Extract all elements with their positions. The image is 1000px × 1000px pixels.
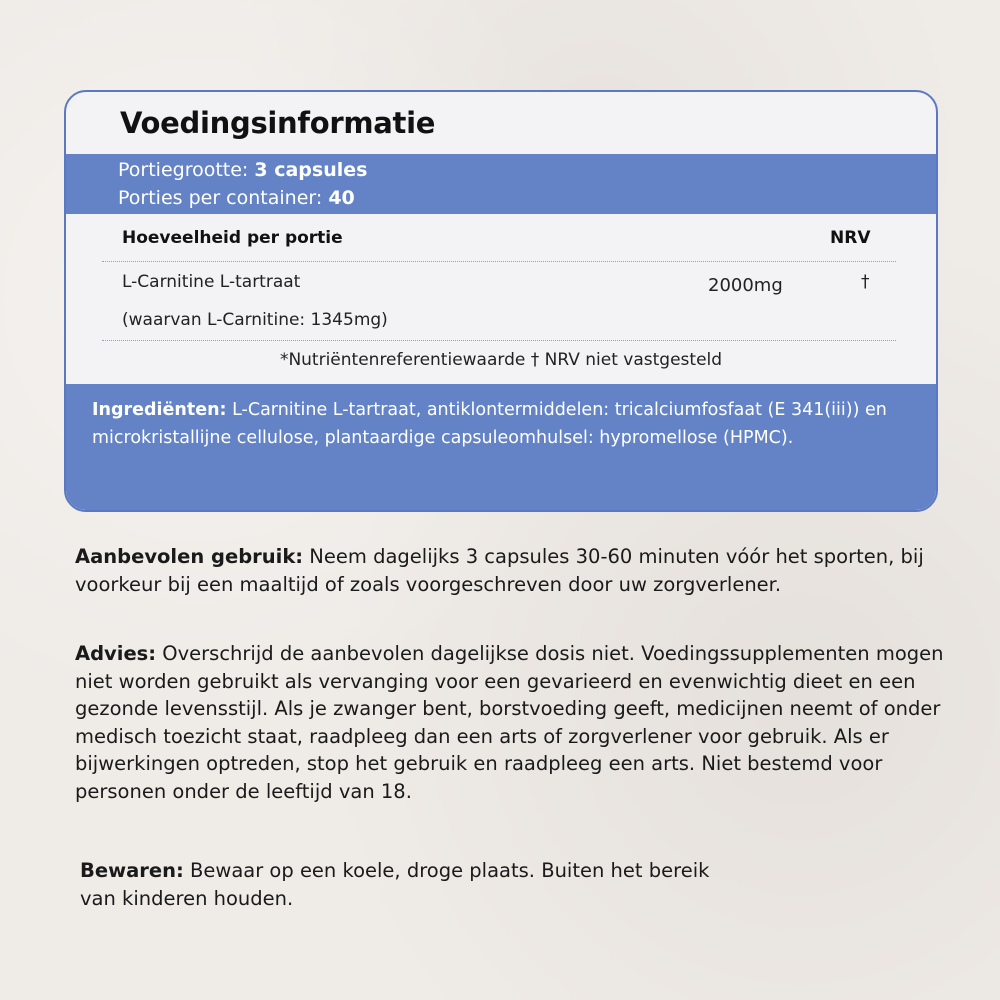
storage-paragraph [80,857,740,912]
ingredients-band [66,384,936,512]
usage-text: Neem dagelijks 3 capsules 30-60 minuten vóór het sporten, bij voorkeur bij een maaltijd of zoals voorgeschreven door uw zorgverlener. [75,545,924,596]
ingredient-name: L-Carnitine L-tartraat [122,272,301,292]
usage-paragraph [75,543,935,598]
servings-label: Porties per container: [118,187,323,209]
nrv-footnote: *Nutriëntenreferentiewaarde † NRV niet vastgesteld [279,350,723,370]
storage-text: Bewaar op een koele, droge plaats. Buiten het bereik van kinderen houden. [80,859,710,910]
serving-size-label: Portiegrootte: [118,159,249,181]
ingredient-sub-note: (waarvan L-Carnitine: 1345mg) [122,310,388,330]
serving-size-line [118,158,367,182]
divider [102,261,896,262]
advice-text: Overschrijd de aanbevolen dagelijkse dosis niet. Voedingssupplementen mogen niet worden gebruikt als vervanging voor een gevarieerd en evenwichtig dieet en een gezonde levensstijl. Als je zwanger bent, borstvoeding geeft, medicijnen neemt of onder medisch toezicht staat, raadpleeg dan een arts of zorgverlener voor gebruik. Als er bijwerkingen optreden, stop het gebruik en raadpleeg een arts. Niet bestemd voor personen onder de leeftijd van 18. [75,642,944,803]
ingredient-amount: 2000mg [708,275,783,296]
nutrition-panel [64,90,938,512]
advice-paragraph [75,640,945,805]
storage-label: Bewaren: [80,859,184,882]
serving-info-band [66,154,936,214]
ingredients-paragraph [92,396,916,452]
servings-per-container-line [118,186,355,210]
usage-label: Aanbevolen gebruik: [75,545,304,568]
servings-value: 40 [328,187,355,209]
advice-label: Advies: [75,642,157,665]
header-nrv: NRV [830,228,871,248]
header-amount-per-serving: Hoeveelheid per portie [122,228,343,248]
divider [102,340,896,341]
ingredient-nrv: † [861,272,870,292]
panel-title: Voedingsinformatie [120,106,436,140]
ingredients-text: L-Carnitine L-tartraat, antiklontermiddelen: tricalciumfosfaat (E 341(iii)) en microkristallijne cellulose, plantaardige capsuleomhulsel: hypromellose (HPMC). [92,400,887,448]
serving-size-value: 3 capsules [254,159,368,181]
ingredients-label: Ingrediënten: [92,400,227,420]
